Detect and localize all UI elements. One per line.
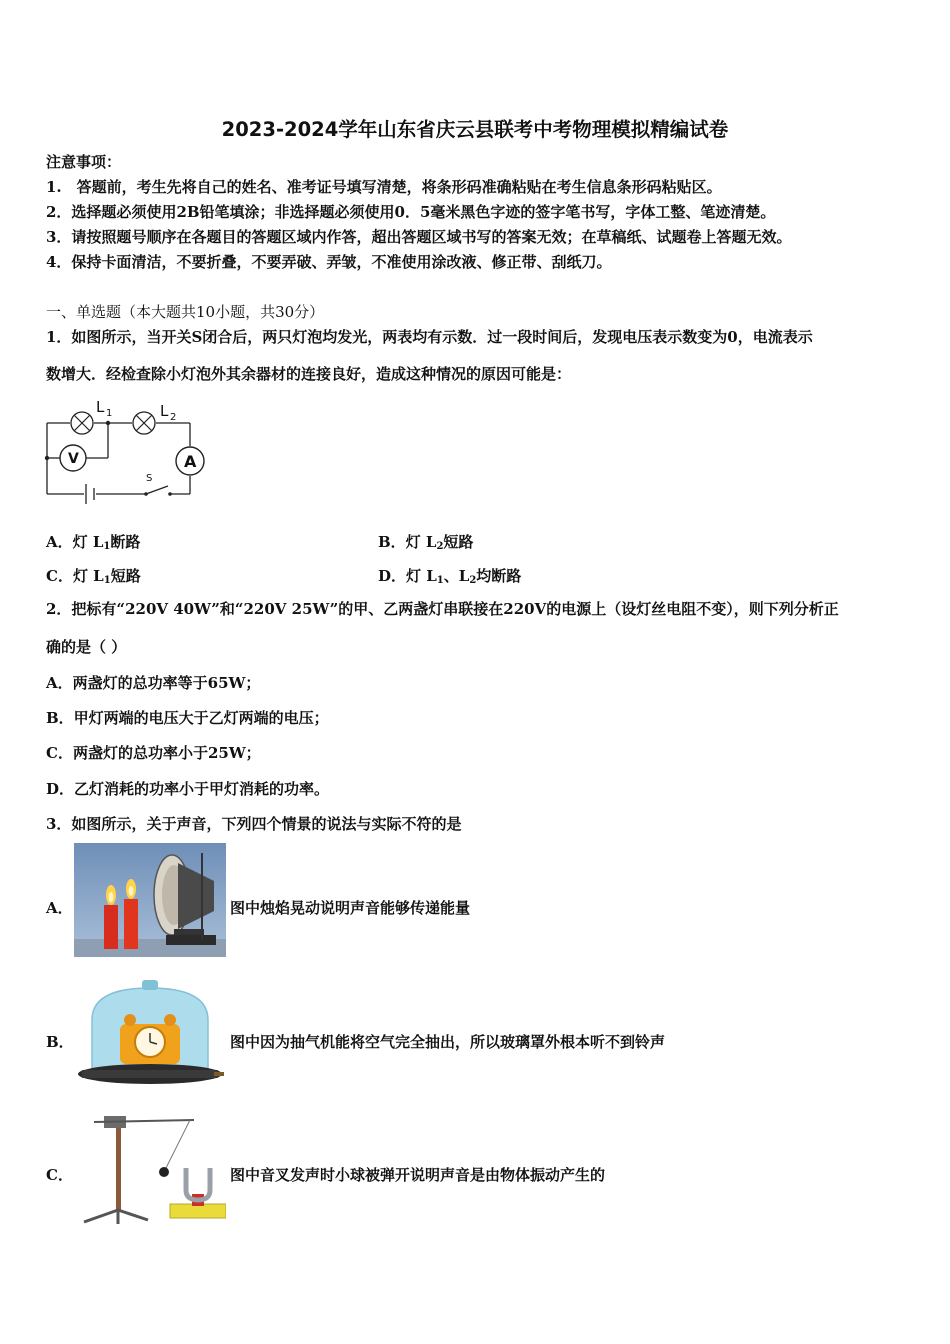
l1-label: L xyxy=(96,398,105,416)
ammeter-label: A xyxy=(184,452,197,471)
voltmeter-label: V xyxy=(68,451,79,467)
option-b: B．灯 $L_2$短路 xyxy=(378,533,474,552)
option-a: A．灯 $L_1$断路 xyxy=(46,533,141,552)
notice-item: 1. 答题前，考生先将自己的姓名、准考证号填写清楚，将条形码准确粘贴在考生信息条形码粘贴区。 xyxy=(46,178,722,196)
option-a: A．两盏灯的总功率等于65W； xyxy=(46,674,261,692)
l2-subscript: 2 xyxy=(170,412,177,423)
question-3-stem: 3．如图所示，关于声音，下列四个情景的说法与实际不符的是 xyxy=(46,815,462,833)
lamp-l1-icon xyxy=(71,412,93,434)
option-c: C．灯 $L_1$短路 xyxy=(46,567,141,586)
question-1-stem: 数增大．经检查除小灯泡外其余器材的连接良好，造成这种情况的原因可能是： xyxy=(46,365,572,383)
question-2-stem: 确的是（ ） xyxy=(46,638,127,656)
page-title: 2023-2024学年山东省庆云县联考中考物理模拟精编试卷 xyxy=(221,118,729,141)
option-c: C．两盏灯的总功率小于25W； xyxy=(46,744,261,762)
lamp-l2-icon xyxy=(133,412,155,434)
notice-item: 2．选择题必须使用2B铅笔填涂；非选择题必须使用0．5毫米黑色字迹的签字笔书写，字体工整、笔迹清楚。 xyxy=(46,203,776,221)
option-b: B．甲灯两端的电压大于乙灯两端的电压； xyxy=(46,709,329,727)
notice-item: 4．保持卡面清洁，不要折叠，不要弄破、弄皱，不准使用涂改液、修正带、刮纸刀。 xyxy=(46,253,612,271)
bell-jar-image xyxy=(74,980,226,1094)
option-b-label: B． xyxy=(46,1033,74,1051)
option-b-text: 图中因为抽气机能将空气完全抽出，所以玻璃罩外根本听不到铃声 xyxy=(230,1033,666,1051)
option-a-label: A． xyxy=(46,899,73,917)
switch-label: S xyxy=(146,473,153,484)
option-a-text: 图中烛焰晃动说明声音能够传递能量 xyxy=(230,899,471,917)
option-d: D．灯 $L_1$、$L_2$均断路 xyxy=(378,567,522,586)
option-c-label: C． xyxy=(46,1166,73,1184)
notice-heading: 注意事项： xyxy=(46,153,122,171)
question-1-stem: 1．如图所示，当开关S闭合后，两只灯泡均发光，两表均有示数．过一段时间后，发现电压表示数变为0，电流表示 xyxy=(46,328,813,346)
option-c-text: 图中音叉发声时小球被弹开说明声音是由物体振动产生的 xyxy=(230,1166,606,1184)
question-2-stem: 2．把标有“220V 40W”和“220V 25W”的甲、乙两盏灯串联接在220V的电源上（设灯丝电阻不变），则下列分析正 xyxy=(46,600,839,618)
notice-item: 3．请按照题号顺序在各题目的答题区域内作答，超出答题区域书写的答案无效；在草稿纸、试题卷上答题无效。 xyxy=(46,228,792,246)
tuning-fork-image xyxy=(74,1110,226,1226)
option-d: D．乙灯消耗的功率小于甲灯消耗的功率。 xyxy=(46,780,330,798)
l2-label: L xyxy=(160,402,169,420)
candle-speaker-image xyxy=(74,843,226,957)
section-heading: 一、单选题（本大题共10小题，共30分） xyxy=(46,303,325,321)
l1-subscript: 1 xyxy=(106,408,113,419)
circuit-diagram xyxy=(40,398,220,504)
